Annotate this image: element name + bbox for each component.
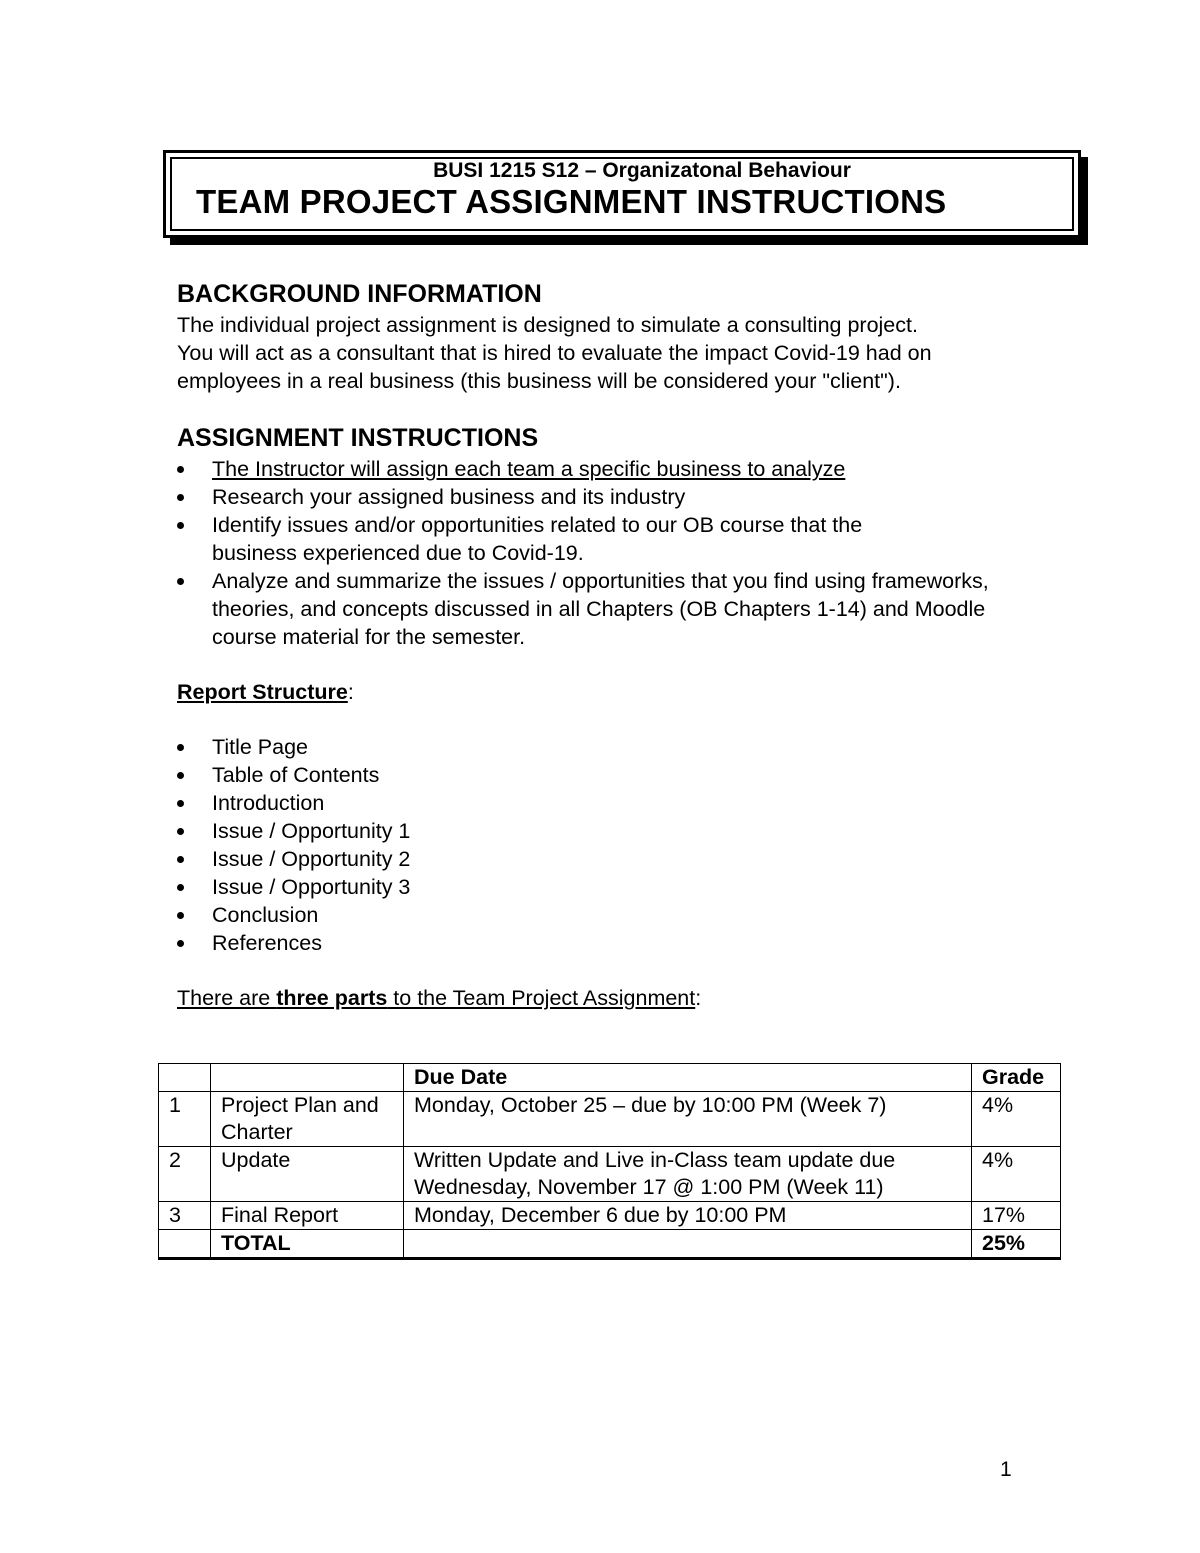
bullet-icon — [177, 912, 184, 919]
parts-intro-text: There are three parts to the Team Project Assignment — [177, 986, 696, 1010]
table-cell-number: 2 — [159, 1147, 211, 1202]
table-header-row — [159, 1064, 1061, 1092]
table-row — [159, 1147, 1061, 1202]
background-line: You will act as a consultant that is hired to evaluate the impact Covid-19 had on — [177, 341, 932, 365]
background-line: employees in a real business (this business will be considered your "client"). — [177, 369, 901, 393]
table-cell-number: 3 — [159, 1202, 211, 1230]
bullet-icon — [177, 744, 184, 751]
background-heading: BACKGROUND INFORMATION — [177, 280, 542, 308]
table-header-cell — [159, 1064, 211, 1092]
table-header-cell: Due Date — [404, 1064, 972, 1092]
bullet-icon — [177, 856, 184, 863]
background-line: The individual project assignment is designed to simulate a consulting project. — [177, 313, 918, 337]
course-title: BUSI 1215 S12 – Organizatonal Behaviour — [433, 159, 851, 182]
report-structure-label: Report Structure: — [177, 680, 354, 704]
list-item: Issue / Opportunity 2 — [177, 845, 1057, 873]
bullet-icon — [177, 578, 184, 585]
page-number: 1 — [1000, 1458, 1012, 1481]
table-cell-due-date: Monday, December 6 due by 10:00 PM — [404, 1202, 972, 1230]
table-cell-due-date: Monday, October 25 – due by 10:00 PM (Week 7) — [404, 1092, 972, 1147]
table-cell-part: Final Report — [211, 1202, 404, 1230]
bullet-icon — [177, 522, 184, 529]
table-total-row — [159, 1230, 1061, 1259]
list-item: Issue / Opportunity 3 — [177, 873, 1057, 901]
list-item: Table of Contents — [177, 761, 1057, 789]
table-cell-due-date: Written Update and Live in-Class team update due Wednesday, November 17 @ 1:00 PM (Week 11) — [404, 1147, 972, 1202]
table-cell-grade: 4% — [972, 1147, 1061, 1202]
bullet-icon — [177, 772, 184, 779]
table-cell-number: 1 — [159, 1092, 211, 1147]
parts-table — [158, 1063, 1061, 1260]
list-item: Research your assigned business and its industry — [177, 483, 1057, 511]
table-header-cell — [211, 1064, 404, 1092]
table-cell-part: Project Plan and Charter — [211, 1092, 404, 1147]
list-item: Conclusion — [177, 901, 1057, 929]
background-paragraph — [177, 311, 1057, 395]
instructions-list — [177, 455, 1057, 651]
list-item: The Instructor will assign each team a specific business to analyze — [177, 455, 1057, 483]
list-item: References — [177, 929, 1057, 957]
instructions-heading: ASSIGNMENT INSTRUCTIONS — [177, 424, 539, 452]
table-cell-total-grade: 25% — [972, 1230, 1061, 1259]
list-item: Introduction — [177, 789, 1057, 817]
list-item: Title Page — [177, 733, 1057, 761]
report-structure-list — [177, 733, 1057, 957]
table-cell-total-label: TOTAL — [211, 1230, 404, 1259]
table-cell-part: Update — [211, 1147, 404, 1202]
list-item: Issue / Opportunity 1 — [177, 817, 1057, 845]
table-cell-empty — [404, 1230, 972, 1259]
bullet-icon — [177, 940, 184, 947]
parts-intro: There are three parts to the Team Project Assignment: — [177, 986, 702, 1010]
table-row — [159, 1202, 1061, 1230]
bullet-icon — [177, 494, 184, 501]
document-body — [177, 277, 1057, 1012]
page-title: TEAM PROJECT ASSIGNMENT INSTRUCTIONS — [196, 183, 947, 220]
table-row — [159, 1092, 1061, 1147]
list-item: Analyze and summarize the issues / opportunities that you find using frameworks, theories, and concepts discussed in all Chapters (OB Chapters 1-14) and Moodle course material for the semester. — [177, 567, 1042, 651]
list-item: Identify issues and/or opportunities related to our OB course that the business experienced due to Covid-19. — [177, 511, 952, 567]
bullet-icon — [177, 800, 184, 807]
bullet-icon — [177, 828, 184, 835]
bullet-icon — [177, 466, 184, 473]
bullet-icon — [177, 884, 184, 891]
table-header-cell: Grade — [972, 1064, 1061, 1092]
table-cell-grade: 4% — [972, 1092, 1061, 1147]
title-box — [163, 150, 1081, 238]
table-cell-grade: 17% — [972, 1202, 1061, 1230]
table-cell-empty — [159, 1230, 211, 1259]
